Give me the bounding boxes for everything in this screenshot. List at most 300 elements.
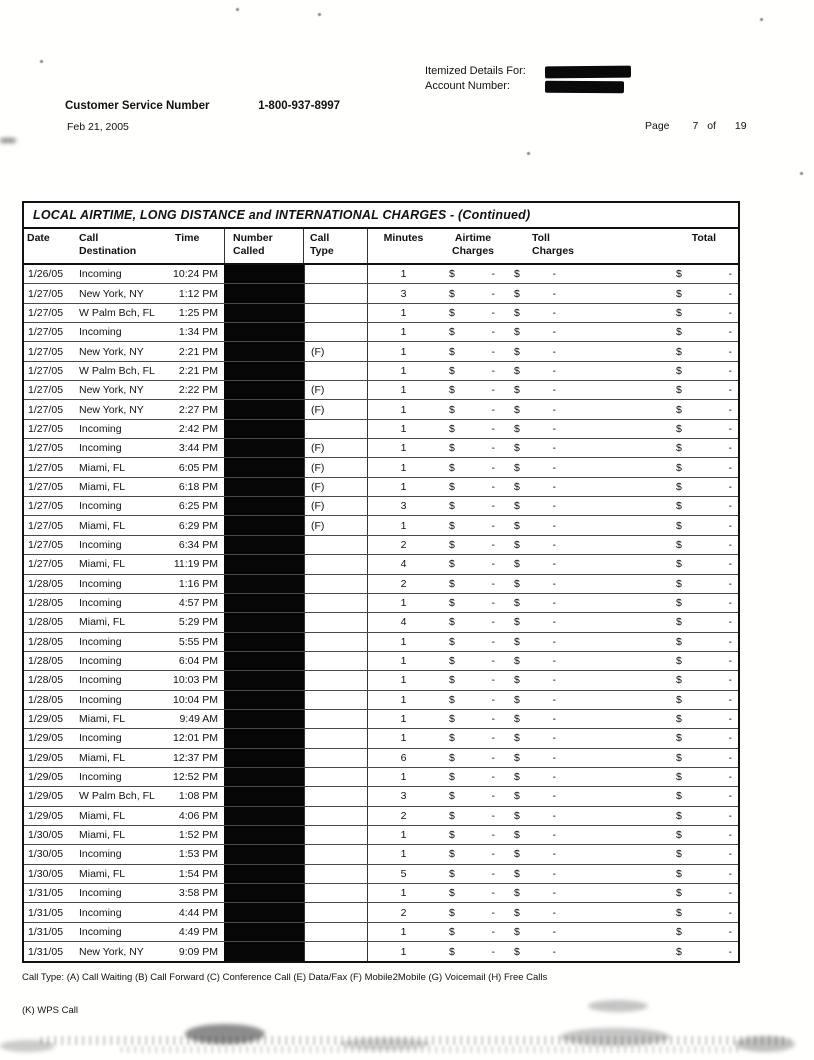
zero-amount-dash: - <box>491 500 495 513</box>
cell-date: 1/29/05 <box>28 771 64 784</box>
cell-call-type: (F) <box>304 478 368 496</box>
zero-amount-dash: - <box>491 326 495 339</box>
cell-airtime-charge <box>439 845 507 863</box>
cell-airtime-charge <box>439 787 507 805</box>
cell-call-type <box>304 710 368 728</box>
zero-amount-dash: - <box>491 442 495 455</box>
currency-sign: $ <box>676 558 682 571</box>
cell-destination: Incoming <box>79 771 122 784</box>
col-header-total: Total <box>691 232 716 244</box>
cell-destination: Incoming <box>79 597 122 610</box>
cell-minutes: 5 <box>400 867 407 880</box>
cell-minutes: 2 <box>400 538 407 551</box>
cell-destination: Incoming <box>79 732 122 745</box>
zero-amount-dash: - <box>728 442 732 455</box>
cell-toll-charge <box>507 652 614 670</box>
table-row <box>24 671 738 690</box>
currency-sign: $ <box>449 403 455 416</box>
redacted-name-bar <box>545 65 631 78</box>
currency-sign: $ <box>449 500 455 513</box>
cell-call-type: (F) <box>304 439 368 457</box>
zero-amount-dash: - <box>552 713 556 726</box>
cell-airtime-charge <box>439 633 507 651</box>
cell-call-type <box>304 284 368 302</box>
cell-minutes: 1 <box>400 384 407 397</box>
currency-sign: $ <box>514 442 520 455</box>
cell-call-type <box>304 845 368 863</box>
cell-time: 3:58 PM <box>178 887 218 900</box>
currency-sign: $ <box>514 713 520 726</box>
zero-amount-dash: - <box>491 790 495 803</box>
cell-total-charge <box>614 923 738 941</box>
zero-amount-dash: - <box>491 887 495 900</box>
cell-time: 9:09 PM <box>178 945 218 958</box>
zero-amount-dash: - <box>491 306 495 319</box>
cell-date: 1/27/05 <box>28 306 64 319</box>
cell-toll-charge <box>507 671 614 689</box>
zero-amount-dash: - <box>728 519 732 532</box>
zero-amount-dash: - <box>491 403 495 416</box>
currency-sign: $ <box>449 751 455 764</box>
cell-date: 1/27/05 <box>28 442 64 455</box>
cell-destination: New York, NY <box>79 384 144 397</box>
cell-toll-charge <box>507 845 614 863</box>
zero-amount-dash: - <box>552 403 556 416</box>
currency-sign: $ <box>514 906 520 919</box>
zero-amount-dash: - <box>728 925 732 938</box>
zero-amount-dash: - <box>552 422 556 435</box>
cell-redacted-number <box>224 342 304 360</box>
zero-amount-dash: - <box>728 480 732 493</box>
cell-call-type <box>304 691 368 709</box>
zero-amount-dash: - <box>552 906 556 919</box>
cell-date: 1/27/05 <box>28 480 64 493</box>
table-row <box>24 942 738 961</box>
cell-redacted-number <box>224 633 304 651</box>
cell-total-charge <box>614 536 738 554</box>
currency-sign: $ <box>449 558 455 571</box>
zero-amount-dash: - <box>552 809 556 822</box>
cell-toll-charge <box>507 497 614 515</box>
table-row <box>24 652 738 671</box>
cell-minutes: 1 <box>400 925 407 938</box>
cell-minutes: 2 <box>400 577 407 590</box>
cell-total-charge <box>614 304 738 322</box>
cell-airtime-charge <box>439 671 507 689</box>
cell-airtime-charge <box>439 729 507 747</box>
currency-sign: $ <box>449 713 455 726</box>
currency-sign: $ <box>676 867 682 880</box>
cell-redacted-number <box>224 458 304 476</box>
cell-toll-charge <box>507 401 614 419</box>
cell-destination: Incoming <box>79 693 122 706</box>
cell-destination: Miami, FL <box>79 809 126 822</box>
cell-toll-charge <box>507 323 614 341</box>
currency-sign: $ <box>449 867 455 880</box>
cell-destination: Incoming <box>79 906 122 919</box>
currency-sign: $ <box>514 771 520 784</box>
cell-destination: New York, NY <box>79 345 144 358</box>
currency-sign: $ <box>449 906 455 919</box>
table-row <box>24 516 738 535</box>
currency-sign: $ <box>514 597 520 610</box>
zero-amount-dash: - <box>491 461 495 474</box>
cell-date: 1/29/05 <box>28 790 64 803</box>
zero-amount-dash: - <box>552 326 556 339</box>
cell-call-type: (F) <box>304 381 368 399</box>
page-of-label: of <box>707 120 716 132</box>
redacted-account-bar <box>545 81 624 94</box>
cell-airtime-charge <box>439 401 507 419</box>
cell-toll-charge <box>507 285 614 303</box>
zero-amount-dash: - <box>552 751 556 764</box>
zero-amount-dash: - <box>728 268 732 281</box>
cell-destination: Miami, FL <box>79 829 126 842</box>
cell-redacted-number <box>224 729 304 747</box>
cell-airtime-charge <box>439 381 507 399</box>
cell-redacted-number <box>224 555 304 573</box>
cell-time: 2:21 PM <box>178 364 218 377</box>
zero-amount-dash: - <box>552 867 556 880</box>
cell-toll-charge <box>507 768 614 786</box>
cell-total-charge <box>614 459 738 477</box>
cell-airtime-charge <box>439 362 507 380</box>
zero-amount-dash: - <box>491 809 495 822</box>
page-total: 19 <box>734 120 747 132</box>
cell-redacted-number <box>224 381 304 399</box>
currency-sign: $ <box>514 674 520 687</box>
account-number-label: Account Number: <box>425 80 510 92</box>
cell-date: 1/26/05 <box>28 268 64 281</box>
col-header-toll-charges: Toll Charges <box>532 232 575 257</box>
cell-call-type <box>304 865 368 883</box>
customer-service-line <box>65 100 340 112</box>
cell-date: 1/31/05 <box>28 925 64 938</box>
table-row <box>24 691 738 710</box>
currency-sign: $ <box>676 790 682 803</box>
zero-amount-dash: - <box>728 809 732 822</box>
cell-call-type <box>304 884 368 902</box>
table-row <box>24 865 738 884</box>
cell-time: 6:05 PM <box>178 461 218 474</box>
cell-airtime-charge <box>439 265 507 283</box>
cell-toll-charge <box>507 536 614 554</box>
cell-toll-charge <box>507 691 614 709</box>
currency-sign: $ <box>514 403 520 416</box>
currency-sign: $ <box>676 577 682 590</box>
cell-minutes: 1 <box>400 771 407 784</box>
zero-amount-dash: - <box>728 461 732 474</box>
zero-amount-dash: - <box>552 558 556 571</box>
cell-call-type <box>304 729 368 747</box>
cell-time: 1:52 PM <box>178 829 218 842</box>
cell-call-type <box>304 536 368 554</box>
cell-airtime-charge <box>439 768 507 786</box>
cell-redacted-number <box>224 575 304 593</box>
cell-airtime-charge <box>439 594 507 612</box>
cell-minutes: 4 <box>400 616 407 629</box>
cell-minutes: 1 <box>400 597 407 610</box>
zero-amount-dash: - <box>491 384 495 397</box>
cell-destination: W Palm Bch, FL <box>79 306 155 319</box>
cell-total-charge <box>614 710 738 728</box>
zero-amount-dash: - <box>728 326 732 339</box>
cell-toll-charge <box>507 633 614 651</box>
cell-destination: Miami, FL <box>79 558 126 571</box>
cell-minutes: 1 <box>400 480 407 493</box>
currency-sign: $ <box>514 422 520 435</box>
table-row <box>24 323 738 342</box>
zero-amount-dash: - <box>552 790 556 803</box>
currency-sign: $ <box>514 558 520 571</box>
cell-minutes: 1 <box>400 848 407 861</box>
cell-total-charge <box>614 594 738 612</box>
cell-total-charge <box>614 575 738 593</box>
currency-sign: $ <box>676 732 682 745</box>
zero-amount-dash: - <box>491 287 495 300</box>
table-title: LOCAL AIRTIME, LONG DISTANCE and INTERNATIONAL CHARGES - (Continued) <box>24 203 738 229</box>
cell-destination: Incoming <box>79 422 122 435</box>
zero-amount-dash: - <box>491 829 495 842</box>
cell-airtime-charge <box>439 420 507 438</box>
col-header-call-type: Call Type <box>304 229 368 263</box>
cell-date: 1/27/05 <box>28 519 64 532</box>
table-row <box>24 381 738 400</box>
cell-redacted-number <box>224 439 304 457</box>
currency-sign: $ <box>676 925 682 938</box>
zero-amount-dash: - <box>552 577 556 590</box>
table-row <box>24 633 738 652</box>
zero-amount-dash: - <box>491 597 495 610</box>
cell-redacted-number <box>224 884 304 902</box>
cell-call-type <box>304 787 368 805</box>
cell-time: 3:44 PM <box>178 442 218 455</box>
cell-destination: Incoming <box>79 925 122 938</box>
cell-redacted-number <box>224 787 304 805</box>
cell-destination: Miami, FL <box>79 616 126 629</box>
currency-sign: $ <box>449 538 455 551</box>
zero-amount-dash: - <box>552 925 556 938</box>
zero-amount-dash: - <box>552 693 556 706</box>
cell-toll-charge <box>507 575 614 593</box>
zero-amount-dash: - <box>728 364 732 377</box>
zero-amount-dash: - <box>728 655 732 668</box>
cell-date: 1/27/05 <box>28 461 64 474</box>
zero-amount-dash: - <box>491 538 495 551</box>
cell-total-charge <box>614 285 738 303</box>
table-row <box>24 497 738 516</box>
table-row <box>24 420 738 439</box>
cell-call-type <box>304 807 368 825</box>
cell-date: 1/27/05 <box>28 384 64 397</box>
cell-call-type <box>304 362 368 380</box>
cell-date: 1/29/05 <box>28 809 64 822</box>
zero-amount-dash: - <box>491 925 495 938</box>
currency-sign: $ <box>514 306 520 319</box>
currency-sign: $ <box>676 809 682 822</box>
zero-amount-dash: - <box>552 345 556 358</box>
cell-call-type <box>304 826 368 844</box>
cell-minutes: 1 <box>400 268 407 281</box>
cell-destination: Incoming <box>79 635 122 648</box>
table-row <box>24 729 738 748</box>
cell-destination: Incoming <box>79 326 122 339</box>
cell-total-charge <box>614 420 738 438</box>
cell-minutes: 1 <box>400 732 407 745</box>
zero-amount-dash: - <box>491 616 495 629</box>
cell-date: 1/29/05 <box>28 751 64 764</box>
zero-amount-dash: - <box>728 577 732 590</box>
statement-date: Feb 21, 2005 <box>67 121 129 133</box>
cell-minutes: 1 <box>400 519 407 532</box>
currency-sign: $ <box>449 732 455 745</box>
zero-amount-dash: - <box>728 384 732 397</box>
cell-minutes: 1 <box>400 461 407 474</box>
cell-destination: Miami, FL <box>79 480 126 493</box>
zero-amount-dash: - <box>491 674 495 687</box>
currency-sign: $ <box>514 732 520 745</box>
cell-redacted-number <box>224 265 304 283</box>
table-row <box>24 923 738 942</box>
cell-time: 6:29 PM <box>178 519 218 532</box>
cell-toll-charge <box>507 826 614 844</box>
cell-minutes: 1 <box>400 945 407 958</box>
zero-amount-dash: - <box>728 306 732 319</box>
cell-toll-charge <box>507 923 614 941</box>
cell-date: 1/29/05 <box>28 713 64 726</box>
cell-toll-charge <box>507 749 614 767</box>
cell-airtime-charge <box>439 343 507 361</box>
currency-sign: $ <box>676 364 682 377</box>
cell-minutes: 1 <box>400 422 407 435</box>
cell-call-type <box>304 671 368 689</box>
currency-sign: $ <box>514 925 520 938</box>
call-table-body <box>24 265 738 961</box>
currency-sign: $ <box>514 461 520 474</box>
cell-destination: Miami, FL <box>79 519 126 532</box>
currency-sign: $ <box>676 616 682 629</box>
currency-sign: $ <box>449 829 455 842</box>
cell-redacted-number <box>224 807 304 825</box>
cell-airtime-charge <box>439 923 507 941</box>
cell-date: 1/30/05 <box>28 848 64 861</box>
cell-total-charge <box>614 691 738 709</box>
cell-toll-charge <box>507 729 614 747</box>
cell-redacted-number <box>224 710 304 728</box>
currency-sign: $ <box>676 268 682 281</box>
cell-call-type <box>304 613 368 631</box>
cell-toll-charge <box>507 362 614 380</box>
currency-sign: $ <box>449 635 455 648</box>
cell-time: 9:49 AM <box>179 713 218 726</box>
zero-amount-dash: - <box>552 635 556 648</box>
cell-minutes: 1 <box>400 713 407 726</box>
cell-date: 1/27/05 <box>28 500 64 513</box>
col-header-minutes: Minutes <box>383 232 424 244</box>
table-row <box>24 768 738 787</box>
cell-time: 4:57 PM <box>178 597 218 610</box>
cell-total-charge <box>614 401 738 419</box>
cell-date: 1/31/05 <box>28 887 64 900</box>
cell-total-charge <box>614 381 738 399</box>
cell-toll-charge <box>507 710 614 728</box>
cell-minutes: 1 <box>400 655 407 668</box>
cell-date: 1/29/05 <box>28 732 64 745</box>
cell-total-charge <box>614 343 738 361</box>
currency-sign: $ <box>676 848 682 861</box>
cell-call-type <box>304 923 368 941</box>
cell-redacted-number <box>224 671 304 689</box>
cell-call-type <box>304 942 368 961</box>
cell-call-type <box>304 555 368 573</box>
customer-service-number: 1-800-937-8997 <box>258 100 341 112</box>
cell-destination: Incoming <box>79 442 122 455</box>
cell-airtime-charge <box>439 497 507 515</box>
cell-total-charge <box>614 517 738 535</box>
zero-amount-dash: - <box>728 597 732 610</box>
currency-sign: $ <box>514 945 520 958</box>
zero-amount-dash: - <box>728 790 732 803</box>
cell-date: 1/28/05 <box>28 693 64 706</box>
currency-sign: $ <box>514 693 520 706</box>
zero-amount-dash: - <box>728 945 732 958</box>
cell-total-charge <box>614 439 738 457</box>
cell-time: 5:29 PM <box>178 616 218 629</box>
cell-time: 1:12 PM <box>178 287 218 300</box>
zero-amount-dash: - <box>552 306 556 319</box>
cell-toll-charge <box>507 787 614 805</box>
cell-toll-charge <box>507 381 614 399</box>
cell-time: 5:55 PM <box>178 635 218 648</box>
table-row <box>24 845 738 864</box>
cell-time: 4:49 PM <box>178 925 218 938</box>
zero-amount-dash: - <box>552 945 556 958</box>
cell-airtime-charge <box>439 904 507 922</box>
cell-airtime-charge <box>439 652 507 670</box>
cell-total-charge <box>614 265 738 283</box>
table-row <box>24 536 738 555</box>
currency-sign: $ <box>676 422 682 435</box>
cell-airtime-charge <box>439 691 507 709</box>
cell-total-charge <box>614 671 738 689</box>
cell-destination: New York, NY <box>79 287 144 300</box>
cell-date: 1/27/05 <box>28 345 64 358</box>
cell-airtime-charge <box>439 323 507 341</box>
currency-sign: $ <box>514 616 520 629</box>
cell-airtime-charge <box>439 749 507 767</box>
cell-minutes: 3 <box>400 500 407 513</box>
currency-sign: $ <box>676 287 682 300</box>
currency-sign: $ <box>514 829 520 842</box>
zero-amount-dash: - <box>728 732 732 745</box>
cell-time: 2:22 PM <box>178 384 218 397</box>
cell-date: 1/27/05 <box>28 422 64 435</box>
cell-airtime-charge <box>439 710 507 728</box>
cell-time: 12:01 PM <box>173 732 218 745</box>
cell-call-type <box>304 575 368 593</box>
cell-date: 1/27/05 <box>28 538 64 551</box>
currency-sign: $ <box>449 345 455 358</box>
zero-amount-dash: - <box>728 616 732 629</box>
cell-toll-charge <box>507 478 614 496</box>
currency-sign: $ <box>449 577 455 590</box>
cell-total-charge <box>614 613 738 631</box>
cell-date: 1/28/05 <box>28 674 64 687</box>
cell-total-charge <box>614 787 738 805</box>
currency-sign: $ <box>449 287 455 300</box>
zero-amount-dash: - <box>552 364 556 377</box>
currency-sign: $ <box>449 597 455 610</box>
